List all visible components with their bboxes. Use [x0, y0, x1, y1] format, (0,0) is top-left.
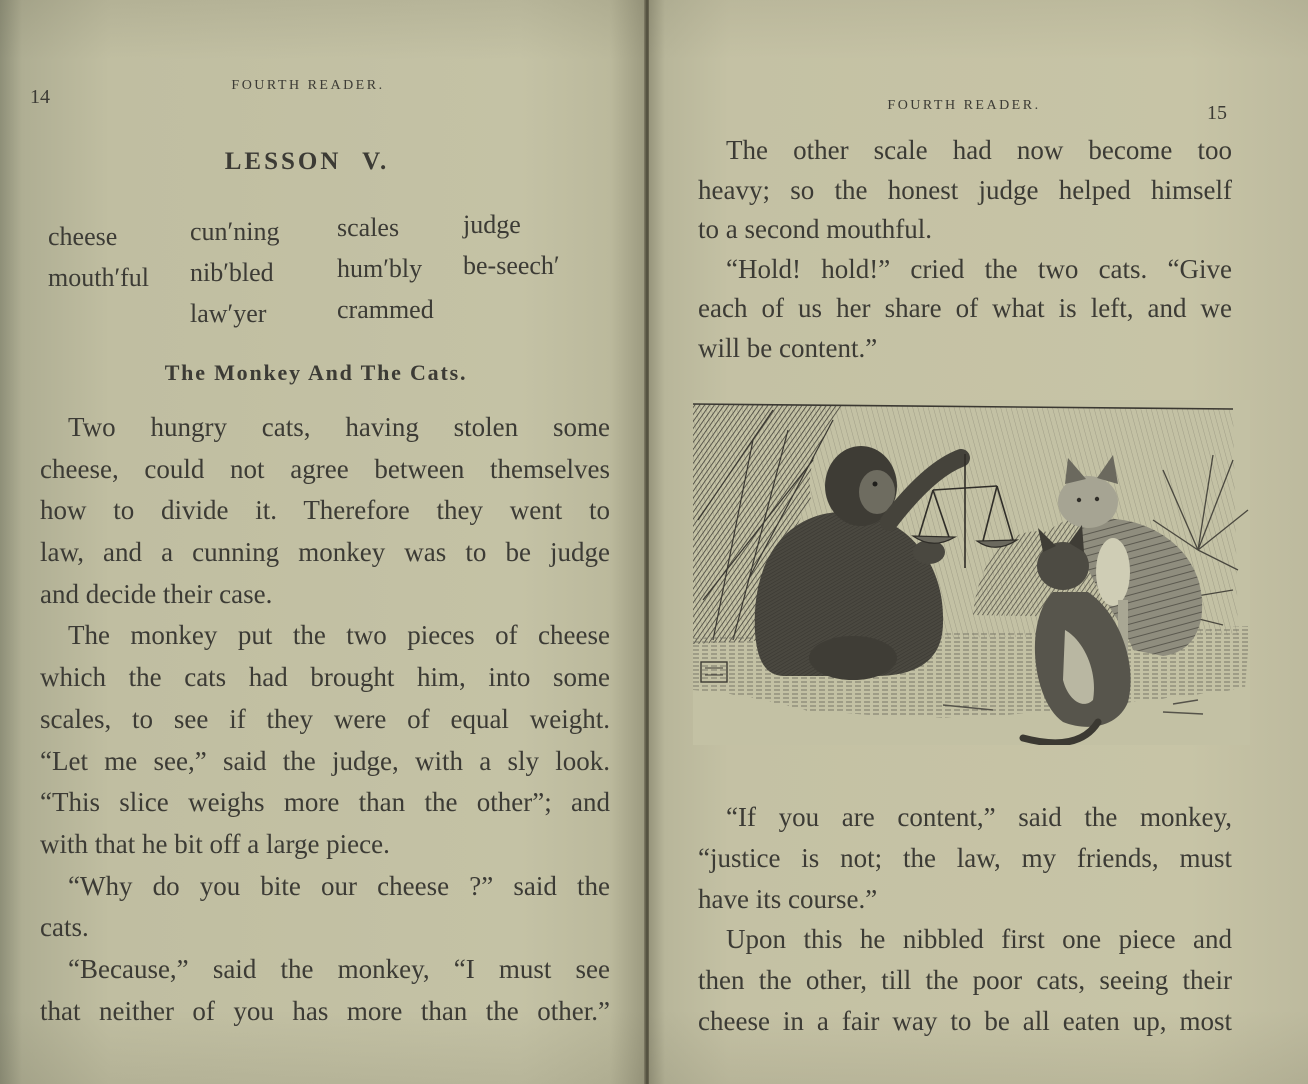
text-line: law, and a cunning monkey was to be judge — [40, 537, 610, 568]
vocabulary-word: mouth′ful — [48, 263, 150, 292]
text-line: which the cats had brought him, into some — [40, 662, 610, 693]
text-line: how to divide it. Therefore they went to — [40, 495, 610, 526]
running-head: FOURTH READER. — [231, 78, 385, 93]
text-line: each of us her share of what is left, and we — [698, 293, 1232, 324]
text-line: then the other, till the poor cats, seeing their — [698, 965, 1232, 996]
vocabulary-word: judge — [463, 210, 521, 239]
text-line: will be content.” — [698, 332, 878, 363]
vocabulary-word: cun′ning — [190, 217, 280, 246]
vocabulary-word: scales — [337, 213, 400, 242]
text-line: “Why do you bite our cheese ?” said the — [68, 870, 610, 901]
vocabulary-word: be-seech′ — [463, 251, 560, 280]
body-text — [698, 131, 1232, 369]
lesson-title: LESSON V. — [224, 148, 390, 175]
vocabulary-word: nib′bled — [190, 258, 274, 287]
text-line: “If you are content,” said the monkey, — [726, 802, 1232, 832]
right-page — [649, 0, 1308, 1084]
vocabulary-column — [48, 216, 149, 298]
text-line: cheese in a fair way to be all eaten up, most — [698, 1005, 1232, 1036]
text-line: have its course.” — [698, 883, 878, 914]
text-line: “Hold! hold!” cried the two cats. “Give — [726, 253, 1232, 284]
illustration-monkey-and-cats — [693, 400, 1250, 745]
text-line: “Because,” said the monkey, “I must see — [68, 953, 610, 984]
text-line: cheese, could not agree between themselves — [40, 453, 610, 484]
text-line: “This slice weighs more than the other”; and — [40, 787, 610, 818]
vocabulary-word: crammed — [337, 295, 434, 324]
text-line: cats. — [40, 912, 89, 943]
vocabulary-column — [190, 211, 279, 334]
text-line: and decide their case. — [40, 578, 273, 609]
running-head: FOURTH READER. — [887, 98, 1041, 113]
text-line: scales, to see if they were of equal weight. — [40, 703, 610, 734]
page-number: 14 — [30, 86, 50, 108]
text-line: heavy; so the honest judge helped himself — [698, 174, 1232, 205]
text-line: “Let me see,” said the judge, with a sly look. — [40, 745, 610, 776]
text-line: Two hungry cats, having stolen some — [68, 412, 610, 442]
page-number: 15 — [1207, 102, 1227, 124]
body-text — [40, 407, 610, 1032]
text-line: that neither of you has more than the other.” — [40, 995, 610, 1026]
text-line: Upon this he nibbled first one piece and — [726, 924, 1232, 955]
vocabulary-word: hum′bly — [337, 254, 423, 283]
text-line: The monkey put the two pieces of cheese — [68, 620, 610, 651]
left-page — [0, 0, 646, 1084]
vocabulary-word: law′yer — [190, 299, 267, 328]
story-title: The Monkey And The Cats. — [164, 360, 468, 385]
vocabulary-column — [463, 204, 560, 286]
text-line: to a second mouthful. — [698, 214, 932, 245]
vocabulary-column — [337, 207, 434, 330]
text-line: The other scale had now become too — [726, 135, 1232, 165]
vocabulary-word: cheese — [48, 222, 118, 251]
text-line: with that he bit off a large piece. — [40, 828, 390, 859]
body-text — [698, 797, 1232, 1042]
text-line: “justice is not; the law, my friends, must — [698, 842, 1232, 873]
